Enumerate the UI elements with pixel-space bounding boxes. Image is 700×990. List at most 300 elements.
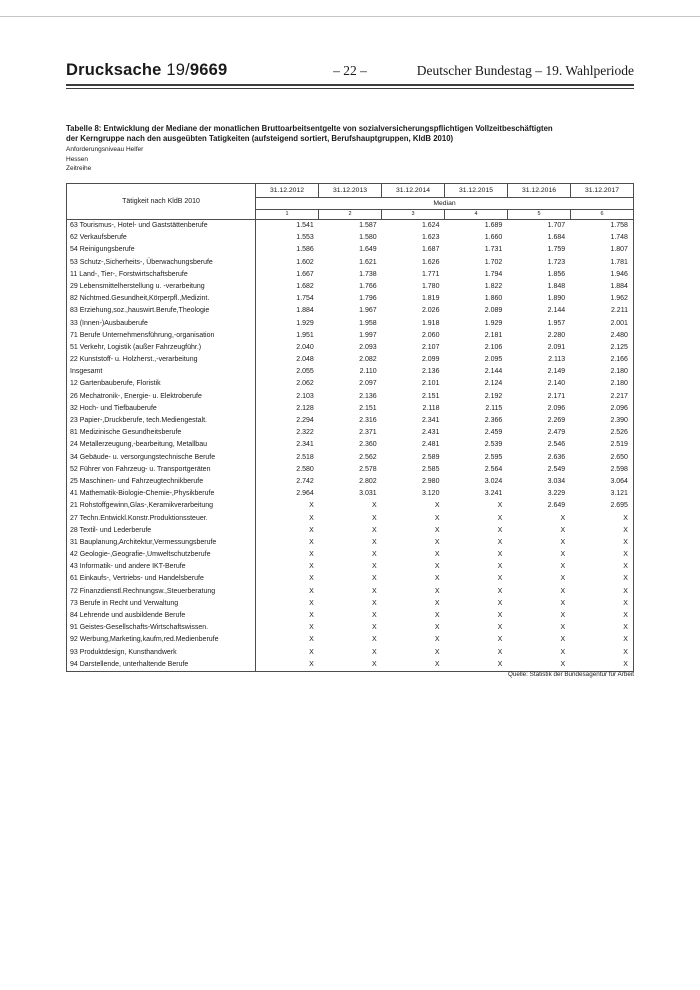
cell-value: 2.118 xyxy=(422,404,440,412)
row-label: 31 Bauplanung,Architektur,Vermessungsberufe xyxy=(67,537,256,549)
cell-value: X xyxy=(309,563,314,571)
cell-value: 2.742 xyxy=(296,477,314,485)
table-title-line1: Tabelle 8: Entwicklung der Mediane der monatlichen Bruttoarbeitsentgelte von sozialversicherungspflichtigen Vollzeitbeschäftigten xyxy=(66,124,553,133)
cell-value: X xyxy=(309,599,314,607)
cell-value: X xyxy=(623,648,628,656)
date-header-cell: 31.12.2016 xyxy=(507,184,570,197)
date-header-cell: 31.12.2012 xyxy=(269,187,305,194)
median-header-row: Median xyxy=(256,197,633,210)
cell-value: X xyxy=(371,624,377,632)
table-row xyxy=(67,561,633,573)
cell-value: X xyxy=(560,538,566,546)
cell-value: 1.660 xyxy=(484,234,503,242)
row-label: 91 Geistes-Gesellschafts-Wirtschaftswissen. xyxy=(67,622,256,634)
cell-value: X xyxy=(497,624,503,632)
cell-value: 2.580 xyxy=(296,465,314,473)
cell-value: X xyxy=(434,587,440,595)
cell-value: 1.929 xyxy=(296,319,314,327)
column-number-cell: 1 xyxy=(285,211,289,217)
cell-value: 1.541 xyxy=(296,222,314,229)
cell-value: X xyxy=(434,538,440,546)
cell-value: 2.526 xyxy=(610,429,628,437)
cell-value: 1.624 xyxy=(421,222,440,229)
cell-value: 1.738 xyxy=(359,270,377,278)
cell-value: X xyxy=(371,563,377,571)
cell-value: 2.103 xyxy=(296,392,314,400)
cell-value: 2.546 xyxy=(547,441,566,449)
column-number-cell: 3 xyxy=(381,210,444,219)
cell-value: 1.771 xyxy=(421,270,440,278)
cell-value: 2.539 xyxy=(484,441,503,449)
table-row xyxy=(67,342,633,354)
cell-value: 2.636 xyxy=(547,453,566,461)
cell-value: 2.390 xyxy=(610,417,628,424)
table-row xyxy=(67,330,633,342)
row-label: 33 (Innen-)Ausbauberufe xyxy=(67,318,256,330)
cell-value: X xyxy=(371,514,377,522)
table-row xyxy=(67,610,633,622)
table-row xyxy=(67,439,633,451)
cell-value: 2.093 xyxy=(359,343,377,351)
table-row xyxy=(67,464,633,476)
header-rule-thin xyxy=(66,88,634,89)
subtitle-anforderungsniveau: Anforderungsniveau Helfer xyxy=(66,146,144,153)
cell-value: 1.553 xyxy=(296,234,314,242)
row-label: 24 Metallerzeugung,-bearbeitung, Metallbau xyxy=(67,439,256,451)
cell-value: 2.171 xyxy=(547,392,566,400)
cell-value: 2.217 xyxy=(610,392,628,400)
cell-value: 1.766 xyxy=(359,282,377,290)
cell-value: X xyxy=(371,502,377,510)
cell-value: X xyxy=(309,575,314,583)
table-row xyxy=(67,366,633,378)
cell-value: X xyxy=(560,551,566,559)
cell-value: 2.316 xyxy=(359,417,377,424)
row-label: 92 Werbung,Marketing,kaufm,red.Medienberufe xyxy=(67,634,256,646)
table-row xyxy=(67,427,633,439)
cell-value: 1.946 xyxy=(610,270,628,278)
cell-value: 2.598 xyxy=(610,465,628,473)
cell-value: X xyxy=(560,575,566,583)
row-label: 27 Techn.Entwickl.Konstr.Produktionssteuer. xyxy=(67,513,256,525)
cell-value: 2.695 xyxy=(610,502,628,510)
cell-value: X xyxy=(309,648,314,656)
cell-value: 1.707 xyxy=(547,222,566,229)
cell-value: 1.759 xyxy=(547,246,566,254)
cell-value: X xyxy=(309,514,314,522)
cell-value: 2.180 xyxy=(610,368,628,376)
table-row xyxy=(67,281,633,293)
table-header xyxy=(67,184,633,220)
cell-value: 1.758 xyxy=(610,222,628,229)
cell-value: X xyxy=(497,648,503,656)
row-label: 28 Textil- und Lederberufe xyxy=(67,525,256,537)
cell-value: 2.519 xyxy=(610,441,628,449)
cell-value: 2.578 xyxy=(359,465,377,473)
cell-value: 1.780 xyxy=(421,282,440,290)
cell-value: 2.649 xyxy=(547,502,566,510)
cell-value: 2.082 xyxy=(359,356,377,364)
cell-value: 2.562 xyxy=(359,453,377,461)
row-label: 32 Hoch- und Tiefbauberufe xyxy=(67,403,256,415)
cell-value: X xyxy=(560,599,566,607)
cell-value: 2.294 xyxy=(296,417,314,424)
cell-value: 2.341 xyxy=(421,417,440,424)
cell-value: X xyxy=(560,587,566,595)
cell-value: 1.957 xyxy=(547,319,566,327)
table-row xyxy=(67,232,633,244)
page-edge-line xyxy=(0,16,700,17)
cell-value: X xyxy=(560,636,566,644)
table-row xyxy=(67,305,633,317)
cell-value: X xyxy=(623,514,628,522)
cell-value: X xyxy=(434,648,440,656)
cell-value: 3.120 xyxy=(421,490,440,498)
cell-value: 1.682 xyxy=(296,282,314,290)
cell-value: 2.096 xyxy=(547,404,566,412)
cell-value: 2.980 xyxy=(421,477,440,485)
cell-value: 2.366 xyxy=(484,417,503,424)
row-label: 81 Medizinische Gesundheitsberufe xyxy=(67,427,256,439)
table-row xyxy=(67,476,633,488)
cell-value: 1.649 xyxy=(359,246,377,254)
cell-value: 2.060 xyxy=(421,331,440,339)
cell-value: X xyxy=(434,502,440,510)
cell-value: X xyxy=(497,563,503,571)
row-label: 51 Verkehr, Logistik (außer Fahrzeugführ.) xyxy=(67,342,256,354)
cell-value: 1.807 xyxy=(610,246,628,254)
cell-value: 2.149 xyxy=(547,368,566,376)
cell-value: 1.884 xyxy=(296,307,314,315)
cell-value: 2.001 xyxy=(610,319,628,327)
cell-value: 2.341 xyxy=(296,441,314,449)
cell-value: 1.794 xyxy=(484,270,503,278)
cell-value: X xyxy=(497,575,503,583)
cell-value: X xyxy=(309,612,314,619)
cell-value: X xyxy=(371,636,377,644)
cell-value: X xyxy=(434,551,440,559)
cell-value: 2.192 xyxy=(484,392,503,400)
cell-value: X xyxy=(560,563,566,571)
cell-value: 1.621 xyxy=(359,258,377,266)
cell-value: 2.431 xyxy=(421,429,440,437)
cell-value: X xyxy=(371,660,377,668)
cell-value: X xyxy=(497,526,503,534)
table-row xyxy=(67,549,633,561)
cell-value: X xyxy=(371,551,377,559)
row-label: 34 Gebäude- u. versorgungstechnische Berufe xyxy=(67,452,256,464)
cell-value: X xyxy=(371,575,377,583)
cell-value: 2.101 xyxy=(421,380,440,388)
cell-value: 1.687 xyxy=(421,246,440,254)
cell-value: 1.781 xyxy=(610,258,628,266)
table-title xyxy=(66,124,634,144)
cell-value: 2.802 xyxy=(359,477,377,485)
cell-value: 1.958 xyxy=(359,319,377,327)
cell-value: X xyxy=(623,538,628,546)
cell-value: 1.856 xyxy=(547,270,566,278)
cell-value: 1.819 xyxy=(421,295,440,303)
cell-value: X xyxy=(623,636,628,644)
cell-value: X xyxy=(434,660,440,668)
row-label: Insgesamt xyxy=(67,366,256,378)
cell-value: 1.796 xyxy=(359,295,377,303)
row-label: 54 Reinigungsberufe xyxy=(67,244,256,256)
column-number-cell: 5 xyxy=(507,210,570,219)
cell-value: X xyxy=(371,648,377,656)
table-row xyxy=(67,525,633,537)
date-header-cell: 31.12.2017 xyxy=(570,184,633,197)
cell-value: 2.459 xyxy=(484,429,503,437)
cell-value: 2.040 xyxy=(296,343,314,351)
table-row xyxy=(67,354,633,366)
cell-value: X xyxy=(309,502,314,510)
row-label: 84 Lehrende und ausbildende Berufe xyxy=(67,610,256,622)
cell-value: 2.144 xyxy=(547,307,566,315)
cell-value: 1.723 xyxy=(547,258,566,266)
cell-value: 2.151 xyxy=(359,404,377,412)
cell-value: 2.481 xyxy=(421,441,440,449)
cell-value: 2.322 xyxy=(296,429,314,437)
table-row xyxy=(67,415,633,427)
table-row xyxy=(67,452,633,464)
cell-value: 2.144 xyxy=(484,368,503,376)
cell-value: 2.964 xyxy=(296,490,314,498)
cell-value: X xyxy=(497,612,503,619)
table-row xyxy=(67,537,633,549)
cell-value: 1.967 xyxy=(359,307,377,315)
table-row xyxy=(67,586,633,598)
cell-value: X xyxy=(371,526,377,534)
cell-value: X xyxy=(560,660,566,668)
cell-value: 3.034 xyxy=(547,477,566,485)
row-label: 23 Papier-,Druckberufe, tech.Mediengestalt. xyxy=(67,415,256,427)
table-row xyxy=(67,220,633,232)
cell-value: 2.124 xyxy=(484,380,503,388)
cell-value: 1.580 xyxy=(359,234,377,242)
row-label: 72 Finanzdienstl.Rechnungsw.,Steuerberatung xyxy=(67,586,256,598)
cell-value: 2.480 xyxy=(610,331,628,339)
cell-value: 2.089 xyxy=(484,307,503,315)
column-number-cell: 2 xyxy=(318,210,381,219)
row-label: 11 Land-, Tier-, Forstwirtschaftsberufe xyxy=(67,269,256,281)
cell-value: 1.918 xyxy=(421,319,440,327)
table-row xyxy=(67,573,633,585)
cell-value: 2.097 xyxy=(359,380,377,388)
cell-value: X xyxy=(371,538,377,546)
cell-value: 2.585 xyxy=(421,465,440,473)
cell-value: 3.031 xyxy=(359,490,377,498)
cell-value: X xyxy=(623,587,628,595)
cell-value: X xyxy=(623,599,628,607)
date-header-row xyxy=(256,184,633,197)
cell-value: 2.589 xyxy=(421,453,440,461)
cell-value: X xyxy=(497,587,503,595)
cell-value: X xyxy=(371,587,377,595)
cell-value: X xyxy=(497,660,503,668)
cell-value: 2.518 xyxy=(296,453,314,461)
parliament-label: Deutscher Bundestag – 19. Wahlperiode xyxy=(416,63,634,78)
cell-value: 1.684 xyxy=(547,234,566,242)
cell-value: 2.055 xyxy=(296,368,314,376)
cell-value: X xyxy=(309,660,314,668)
row-label: 26 Mechatronik-, Energie- u. Elektroberufe xyxy=(67,391,256,403)
cell-value: 2.113 xyxy=(548,356,566,364)
doc-serial: 9669 xyxy=(189,61,228,79)
cell-value: 1.702 xyxy=(484,258,503,266)
cell-value: 3.241 xyxy=(484,490,503,498)
table-title-line2: der Kerngruppe nach den ausgeübten Tatigkeiten (aufsteigend sortiert, Berufshauptgruppen, KldB 2010) xyxy=(66,134,454,143)
table-row xyxy=(67,488,633,500)
cell-value: 2.269 xyxy=(547,417,566,424)
cell-value: 1.667 xyxy=(296,270,314,278)
cell-value: X xyxy=(560,514,566,522)
row-label: 83 Erziehung,soz.,hauswirt.Berufe,Theologie xyxy=(67,305,256,317)
source-note: Quelle: Statistik der Bundesagentur für Arbeit xyxy=(507,671,634,678)
row-label: 93 Produktdesign, Kunsthandwerk xyxy=(67,647,256,659)
row-label: 73 Berufe in Recht und Verwaltung xyxy=(67,598,256,610)
column-number-cell: 4 xyxy=(444,210,507,219)
cell-value: X xyxy=(623,575,628,583)
cell-value: 1.586 xyxy=(296,246,314,254)
cell-value: 3.064 xyxy=(610,477,628,485)
cell-value: 2.564 xyxy=(484,465,503,473)
cell-value: 1.587 xyxy=(359,222,377,229)
cell-value: X xyxy=(560,526,566,534)
row-label: 53 Schutz-,Sicherheits-, Überwachungsberufe xyxy=(67,257,256,269)
table-row xyxy=(67,391,633,403)
cell-value: 2.026 xyxy=(421,307,440,315)
cell-value: 1.754 xyxy=(296,295,314,303)
row-label: 71 Berufe Unternehmensführung,-organisation xyxy=(67,330,256,342)
row-label: 43 Informatik- und andere IKT-Berufe xyxy=(67,561,256,573)
cell-value: 2.280 xyxy=(547,331,566,339)
cell-value: X xyxy=(309,551,314,559)
cell-value: 2.095 xyxy=(484,356,503,364)
table-row xyxy=(67,622,633,634)
cell-value: 2.371 xyxy=(359,429,377,437)
cell-value: 2.048 xyxy=(296,356,314,364)
cell-value: 1.997 xyxy=(359,331,377,339)
cell-value: 3.121 xyxy=(610,490,628,498)
table-row xyxy=(67,634,633,646)
cell-value: X xyxy=(434,563,440,571)
row-label: 21 Rohstoffgewinn,Glas-,Keramikverarbeitung xyxy=(67,500,256,512)
row-label: 63 Tourismus-, Hotel- und Gaststättenberufe xyxy=(67,220,256,232)
table-header-columns xyxy=(256,184,633,219)
cell-value: X xyxy=(371,612,377,619)
cell-value: 2.099 xyxy=(421,356,440,364)
cell-value: 1.623 xyxy=(421,234,440,242)
cell-value: X xyxy=(497,514,503,522)
cell-value: X xyxy=(434,624,440,632)
date-header-cell: 31.12.2013 xyxy=(318,184,381,197)
cell-value: X xyxy=(623,563,628,571)
cell-value: 1.951 xyxy=(296,331,314,339)
cell-value: X xyxy=(434,575,440,583)
cell-value: 2.128 xyxy=(296,404,314,412)
table-row xyxy=(67,659,633,671)
cell-value: 2.151 xyxy=(421,392,440,400)
date-header-cell: 31.12.2014 xyxy=(381,184,444,197)
subtitle-region: Hessen xyxy=(66,155,89,163)
cell-value: X xyxy=(560,648,566,656)
row-label: 12 Gartenbauberufe, Floristik xyxy=(67,378,256,390)
cell-value: X xyxy=(434,514,440,522)
cell-value: X xyxy=(309,636,314,644)
running-head xyxy=(66,60,634,82)
date-header-cell: 31.12.2015 xyxy=(444,184,507,197)
cell-value: 1.962 xyxy=(610,295,628,303)
cell-value: 1.689 xyxy=(484,222,503,229)
cell-value: 3.229 xyxy=(547,490,566,498)
cell-value: 2.125 xyxy=(610,343,628,351)
table-row xyxy=(67,513,633,525)
cell-value: 1.884 xyxy=(610,282,628,290)
table-row xyxy=(67,257,633,269)
doc-label: Drucksache xyxy=(66,61,162,79)
table-body xyxy=(67,220,633,671)
row-label: 29 Lebensmittelherstellung u. -verarbeitung xyxy=(67,281,256,293)
table-row xyxy=(67,378,633,390)
cell-value: 2.360 xyxy=(359,441,377,449)
median-earnings-table xyxy=(66,183,634,672)
cell-value: X xyxy=(497,551,503,559)
row-label: 42 Geologie-,Geografie-,Umweltschutzberufe xyxy=(67,549,256,561)
cell-value: X xyxy=(623,526,628,534)
cell-value: 2.140 xyxy=(547,380,566,388)
column-number-cell: 6 xyxy=(570,210,633,219)
row-label: 22 Kunststoff- u. Holzherst.,-verarbeitung xyxy=(67,354,256,366)
row-label: 25 Maschinen- und Fahrzeugtechnikberufe xyxy=(67,476,256,488)
row-label: 94 Darstellende, unterhaltende Berufe xyxy=(67,659,256,671)
cell-value: X xyxy=(434,612,440,619)
cell-value: X xyxy=(497,599,503,607)
cell-value: 1.848 xyxy=(547,282,566,290)
row-label: 62 Verkaufsberufe xyxy=(67,232,256,244)
cell-value: X xyxy=(309,526,314,534)
cell-value: X xyxy=(371,599,377,607)
cell-value: 2.115 xyxy=(485,404,503,412)
table-row xyxy=(67,500,633,512)
table-subtitles xyxy=(66,145,143,174)
page-number: – 22 – xyxy=(333,63,367,78)
cell-value: 1.929 xyxy=(484,319,503,327)
cell-value: X xyxy=(623,624,628,632)
cell-value: 2.211 xyxy=(610,307,628,315)
cell-value: 2.106 xyxy=(484,343,503,351)
cell-value: X xyxy=(309,538,314,546)
cell-value: X xyxy=(560,624,566,632)
cell-value: 1.748 xyxy=(610,234,628,242)
row-label: 41 Mathematik-Biologie-Chemie-,Physikberufe xyxy=(67,488,256,500)
cell-value: 2.549 xyxy=(547,465,566,473)
row-label: 82 Nichtmed.Gesundheit,Körperpfl.,Medizint. xyxy=(67,293,256,305)
cell-value: X xyxy=(623,612,628,619)
table-row xyxy=(67,647,633,659)
cell-value: 2.136 xyxy=(359,392,377,400)
cell-value: X xyxy=(623,551,628,559)
table-row xyxy=(67,318,633,330)
header-rule-thick xyxy=(66,84,634,86)
cell-value: X xyxy=(309,624,314,632)
cell-value: 3.024 xyxy=(484,477,503,485)
cell-value: 1.860 xyxy=(484,295,503,303)
cell-value: X xyxy=(560,612,566,619)
doc-session: 19/ xyxy=(161,61,190,79)
cell-value: 1.602 xyxy=(296,258,314,266)
table-row xyxy=(67,244,633,256)
